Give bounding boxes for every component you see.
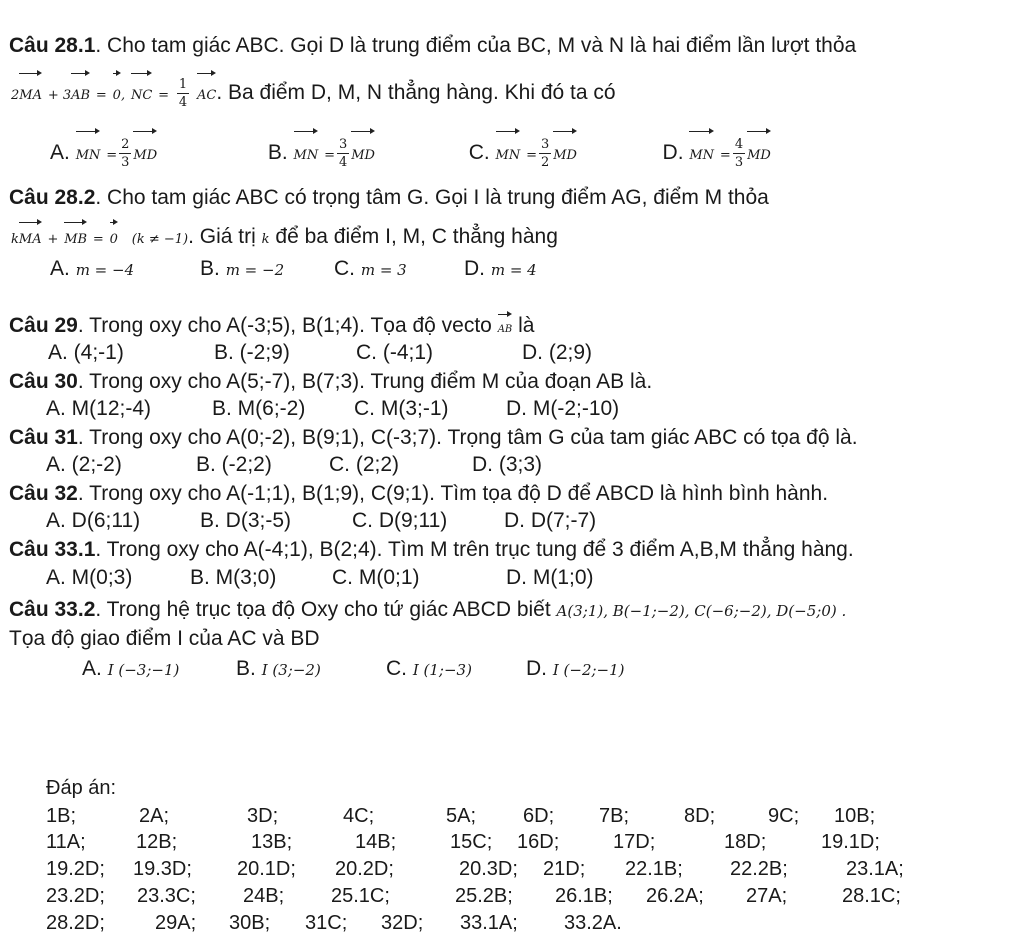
q281-vec-ab: AB bbox=[71, 72, 90, 116]
answer-item: 21D; bbox=[543, 858, 586, 880]
option-value: I (1;−3) bbox=[412, 661, 472, 679]
q32-option-d: D. D(7;-7) bbox=[504, 509, 597, 532]
q30-option-d: D. M(-2;-10) bbox=[506, 397, 620, 420]
answer-item: 28.1C; bbox=[842, 885, 901, 907]
q332-options bbox=[82, 656, 625, 683]
q31-text: . Trong oxy cho A(0;-2), B(9;1), C(-3;7). Trọng tâm G của tam giác ABC có tọa độ là. bbox=[77, 426, 858, 449]
q282-label: Câu 28.2 bbox=[9, 186, 96, 209]
answer-item: 19.2D; bbox=[46, 858, 105, 880]
q282-k-2: k bbox=[261, 232, 270, 247]
answer-item: 23.3C; bbox=[137, 885, 196, 907]
q281-vec-ac: AC bbox=[197, 72, 216, 116]
q30-option-b: B. M(6;-2) bbox=[212, 397, 306, 420]
q281-vec-zero: 0 bbox=[113, 72, 121, 116]
q332-option-b bbox=[236, 656, 386, 683]
answer-item: 29A; bbox=[155, 912, 197, 934]
q332-text: . Trong hệ trục tọa độ Oxy cho tứ giác ABCD biết bbox=[95, 598, 551, 621]
answer-item: 6D; bbox=[523, 805, 555, 827]
answer-item: 33.1A; bbox=[460, 912, 518, 934]
answer-item: 24B; bbox=[243, 885, 285, 907]
answer-item: 11A; bbox=[46, 831, 86, 853]
q282-option-d bbox=[464, 257, 537, 280]
option-key: A. bbox=[82, 657, 102, 680]
q282-condition: (k ≠ −1) bbox=[131, 232, 189, 247]
answer-item: 9C; bbox=[768, 805, 800, 827]
option-vec-rhs: MD bbox=[747, 130, 771, 178]
frac-den: 3 bbox=[734, 154, 744, 170]
option-equals: = bbox=[324, 148, 335, 163]
answer-item: 17D; bbox=[613, 831, 656, 853]
option-vec-lhs: MN bbox=[294, 130, 319, 178]
q30-label: Câu 30 bbox=[9, 370, 78, 393]
answer-item: 8D; bbox=[684, 805, 716, 827]
answer-item: 2A; bbox=[139, 805, 170, 827]
option-value: m = 4 bbox=[490, 261, 537, 279]
q30-option-c: C. M(3;-1) bbox=[354, 397, 449, 420]
answer-item: 31C; bbox=[305, 912, 348, 934]
answer-item: 13B; bbox=[251, 831, 293, 853]
q282-stem-line2 bbox=[11, 221, 558, 255]
q29-option-b: B. (-2;9) bbox=[214, 341, 290, 364]
q281-equals: = bbox=[95, 88, 107, 103]
answer-item: 3D; bbox=[247, 805, 279, 827]
q29-vec-ab: AB bbox=[498, 313, 513, 343]
answer-item: 22.1B; bbox=[625, 858, 683, 880]
option-value: m = 3 bbox=[360, 261, 407, 279]
q332-option-a bbox=[82, 656, 236, 683]
option-key: D. bbox=[662, 141, 684, 164]
q281-label: Câu 28.1 bbox=[9, 34, 96, 57]
answer-item: 22.2B; bbox=[730, 858, 788, 880]
option-key: D. bbox=[526, 657, 547, 680]
q31-option-c: C. (2;2) bbox=[329, 453, 400, 476]
q29-tail: là bbox=[518, 314, 535, 337]
answer-item: 14B; bbox=[355, 831, 397, 853]
answer-item: 4C; bbox=[343, 805, 375, 827]
q32-options bbox=[46, 508, 596, 534]
q282-equals: = bbox=[92, 232, 104, 247]
option-equals: = bbox=[719, 148, 731, 163]
answer-item: 12B; bbox=[136, 831, 178, 853]
answer-item: 27A; bbox=[746, 885, 788, 907]
answer-item: 19.3D; bbox=[133, 858, 192, 880]
q32-option-c: C. D(9;11) bbox=[352, 509, 448, 532]
q281-plus-3: + 3 bbox=[47, 88, 72, 103]
option-key: C. bbox=[386, 657, 407, 680]
answer-item: 26.1B; bbox=[555, 885, 613, 907]
option-key: B. bbox=[236, 657, 256, 680]
q31-stem bbox=[9, 425, 858, 451]
answer-item: 19.1D; bbox=[821, 831, 880, 853]
q281-option-a bbox=[50, 130, 262, 178]
answer-item: 5A; bbox=[446, 805, 477, 827]
answer-item: 30B; bbox=[229, 912, 271, 934]
q29-option-c: C. (-4;1) bbox=[356, 341, 434, 364]
option-vec-lhs: MN bbox=[689, 130, 714, 178]
q282-option-b bbox=[200, 256, 334, 283]
q331-option-b: B. M(3;0) bbox=[190, 566, 277, 589]
q332-label: Câu 33.2 bbox=[9, 598, 96, 621]
q29-text: . Trong oxy cho A(-3;5), B(1;4). Tọa độ vecto bbox=[77, 314, 492, 337]
q30-text: . Trong oxy cho A(5;-7), B(7;3). Trung điểm M của đoạn AB là. bbox=[77, 370, 653, 393]
option-value: I (3;−2) bbox=[261, 661, 321, 679]
q281-fraction bbox=[177, 76, 189, 111]
option-key: B. bbox=[200, 257, 220, 280]
q29-stem bbox=[9, 313, 534, 343]
option-key: A. bbox=[50, 141, 70, 164]
answer-item: 33.2A. bbox=[564, 912, 622, 934]
q281-text-2: . Ba điểm D, M, N thẳng hàng. Khi đó ta có bbox=[216, 81, 616, 104]
q29-options bbox=[48, 340, 592, 366]
q331-options bbox=[46, 565, 594, 591]
option-fraction bbox=[539, 136, 551, 171]
q281-option-c bbox=[469, 130, 657, 178]
q282-k: k bbox=[11, 232, 19, 247]
q281-frac-num: 1 bbox=[178, 76, 188, 92]
answer-item: 20.3D; bbox=[459, 858, 518, 880]
frac-num: 3 bbox=[540, 136, 550, 152]
option-value: m = −2 bbox=[225, 261, 285, 279]
q31-label: Câu 31 bbox=[9, 426, 78, 449]
q331-label: Câu 33.1 bbox=[9, 538, 96, 561]
frac-den: 2 bbox=[540, 154, 550, 170]
q281-stem-line2 bbox=[11, 72, 616, 116]
q31-option-b: B. (-2;2) bbox=[196, 453, 272, 476]
option-value: I (−3;−1) bbox=[107, 661, 180, 679]
q281-options bbox=[50, 130, 771, 178]
q31-option-d: D. (3;3) bbox=[472, 453, 543, 476]
q282-vec-mb: MB bbox=[64, 221, 87, 255]
answer-item: 23.2D; bbox=[46, 885, 105, 907]
q281-vec-ma: MA bbox=[19, 72, 42, 116]
q331-option-d: D. M(1;0) bbox=[506, 566, 594, 589]
q332-points: A(3;1), B(−1;−2), C(−6;−2), D(−5;0) . bbox=[556, 602, 847, 620]
q282-text-2b: để ba điểm I, M, C thẳng hàng bbox=[275, 225, 558, 248]
answer-item: 32D; bbox=[381, 912, 424, 934]
q282-option-c bbox=[334, 256, 464, 283]
option-key: C. bbox=[334, 257, 355, 280]
answer-item: 20.1D; bbox=[237, 858, 296, 880]
answer-item: 25.2B; bbox=[455, 885, 513, 907]
q281-stem-line1 bbox=[9, 33, 856, 59]
option-vec-rhs: MD bbox=[133, 130, 157, 178]
answer-item: 28.2D; bbox=[46, 912, 105, 934]
answer-item: 16D; bbox=[517, 831, 560, 853]
q282-option-a bbox=[50, 256, 200, 283]
option-vec-lhs: MN bbox=[76, 130, 101, 178]
q30-stem bbox=[9, 369, 652, 395]
option-key: B. bbox=[267, 141, 288, 164]
option-value: I (−2;−1) bbox=[552, 661, 625, 679]
answer-item: 1B; bbox=[46, 805, 77, 827]
q282-text-2a: . Giá trị bbox=[188, 225, 256, 248]
answer-item: 15C; bbox=[450, 831, 493, 853]
q282-vec-ma: MA bbox=[19, 221, 42, 255]
option-value: m = −4 bbox=[75, 261, 135, 279]
q331-option-c: C. M(0;1) bbox=[332, 566, 420, 589]
answer-item: 10B; bbox=[834, 805, 876, 827]
option-equals: = bbox=[526, 148, 537, 163]
option-fraction bbox=[733, 136, 745, 171]
option-key: C. bbox=[468, 141, 490, 164]
q282-plus: + bbox=[47, 232, 59, 247]
option-vec-rhs: MD bbox=[553, 130, 577, 178]
q32-option-b: B. D(3;-5) bbox=[200, 509, 292, 532]
option-vec-lhs: MN bbox=[496, 130, 521, 178]
q30-option-a: A. M(12;-4) bbox=[46, 397, 152, 420]
q32-stem bbox=[9, 481, 828, 507]
answer-item: 25.1C; bbox=[331, 885, 390, 907]
answer-item: 23.1A; bbox=[846, 858, 904, 880]
q332-stem-line2: Tọa độ giao điểm I của AC và BD bbox=[9, 627, 320, 650]
option-fraction bbox=[119, 136, 131, 171]
option-vec-rhs: MD bbox=[351, 130, 375, 178]
q331-option-a: A. M(0;3) bbox=[46, 566, 133, 589]
option-key: A. bbox=[50, 257, 70, 280]
frac-num: 2 bbox=[121, 136, 130, 152]
q332-option-d bbox=[526, 657, 625, 680]
q281-option-d bbox=[663, 130, 771, 178]
q32-label: Câu 32 bbox=[9, 482, 78, 505]
q281-coef-2: 2 bbox=[11, 88, 20, 103]
q281-equals-2: = bbox=[158, 88, 170, 103]
frac-num: 3 bbox=[338, 136, 348, 152]
answers-title: Đáp án: bbox=[46, 777, 117, 799]
q282-options bbox=[50, 256, 537, 283]
q29-label: Câu 29 bbox=[9, 314, 78, 337]
q32-option-a: A. D(6;11) bbox=[46, 509, 141, 532]
q281-comma: , bbox=[120, 88, 126, 103]
q282-vec-zero: 0 bbox=[110, 221, 118, 255]
frac-den: 3 bbox=[121, 154, 130, 170]
answer-item: 26.2A; bbox=[646, 885, 704, 907]
option-equals: = bbox=[106, 148, 118, 163]
q331-stem bbox=[9, 537, 854, 563]
q332-option-c bbox=[386, 656, 526, 683]
answer-item: 18D; bbox=[724, 831, 767, 853]
q30-options bbox=[46, 396, 619, 422]
q282-text: . Cho tam giác ABC có trọng tâm G. Gọi I là trung điểm AG, điểm M thỏa bbox=[95, 186, 769, 209]
q332-stem-line1 bbox=[9, 597, 846, 624]
answer-item: 20.2D; bbox=[335, 858, 394, 880]
q281-vec-nc: NC bbox=[131, 72, 152, 116]
q32-text: . Trong oxy cho A(-1;1), B(1;9), C(9;1). Tìm tọa độ D để ABCD là hình bình hành. bbox=[77, 482, 829, 505]
answer-item: 7B; bbox=[599, 805, 630, 827]
q281-text: . Cho tam giác ABC. Gọi D là trung điểm của BC, M và N là hai điểm lần lượt thỏa bbox=[95, 34, 857, 57]
q331-text: . Trong oxy cho A(-4;1), B(2;4). Tìm M trên trục tung để 3 điểm A,B,M thẳng hàng. bbox=[95, 538, 854, 561]
q281-frac-den: 4 bbox=[178, 94, 188, 110]
q281-option-b bbox=[268, 130, 463, 178]
frac-den: 4 bbox=[338, 154, 348, 170]
q31-options bbox=[46, 452, 542, 478]
q31-option-a: A. (2;-2) bbox=[46, 453, 122, 476]
q29-option-d: D. (2;9) bbox=[522, 341, 593, 364]
frac-num: 4 bbox=[734, 136, 744, 152]
q29-option-a: A. (4;-1) bbox=[48, 341, 124, 364]
option-key: D. bbox=[464, 257, 485, 280]
q282-stem-line1 bbox=[9, 185, 769, 211]
option-fraction bbox=[337, 136, 349, 171]
